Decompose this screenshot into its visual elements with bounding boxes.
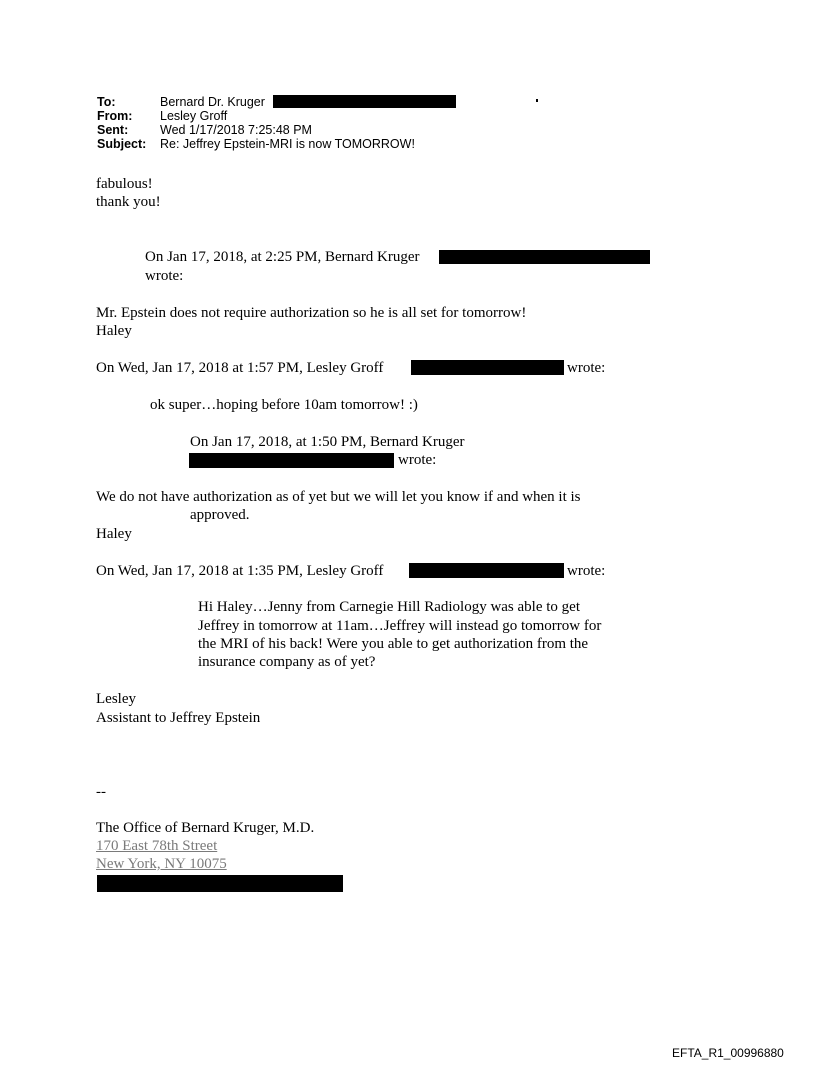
office-name: The Office of Bernard Kruger, M.D. bbox=[96, 820, 315, 836]
address-line-2-link[interactable]: New York, NY 10075 bbox=[96, 856, 227, 872]
message5-line-1: Hi Haley…Jenny from Carnegie Hill Radiology was able to get bbox=[198, 599, 580, 615]
redaction-bar bbox=[411, 360, 564, 375]
quote3-attribution: On Jan 17, 2018, at 1:50 PM, Bernard Kruger bbox=[190, 434, 465, 450]
to-value: Bernard Dr. Kruger bbox=[160, 95, 265, 109]
redaction-bar bbox=[97, 875, 343, 892]
redaction-bar bbox=[189, 453, 394, 468]
to-label: To: bbox=[97, 95, 116, 109]
message5-line-2: Jeffrey in tomorrow at 11am…Jeffrey will instead go tomorrow for bbox=[198, 618, 602, 634]
quote1-attribution: On Jan 17, 2018, at 2:25 PM, Bernard Kruger bbox=[145, 249, 420, 265]
from-label: From: bbox=[97, 109, 133, 123]
message2-line-1: Mr. Epstein does not require authorization so he is all set for tomorrow! bbox=[96, 305, 527, 321]
redaction-mark bbox=[536, 99, 538, 102]
document-id: EFTA_R1_00996880 bbox=[672, 1046, 784, 1060]
address-line-1-link[interactable]: 170 East 78th Street bbox=[96, 838, 218, 854]
message3-line-1: ok super…hoping before 10am tomorrow! :) bbox=[150, 397, 418, 413]
redaction-bar bbox=[439, 250, 650, 264]
message4-signature: Haley bbox=[96, 526, 132, 542]
quote2-attribution: On Wed, Jan 17, 2018 at 1:57 PM, Lesley Groff bbox=[96, 360, 384, 376]
message4-line-1: We do not have authorization as of yet but we will let you know if and when it is bbox=[96, 489, 581, 505]
message5-line-4: insurance company as of yet? bbox=[198, 654, 376, 670]
redaction-bar bbox=[409, 563, 564, 578]
reply-line-2: thank you! bbox=[96, 194, 161, 210]
sent-label: Sent: bbox=[97, 123, 129, 137]
sender-name: Lesley bbox=[96, 691, 136, 707]
quote1-attribution-wrote: wrote: bbox=[145, 268, 184, 284]
reply-line-1: fabulous! bbox=[96, 176, 153, 192]
message5-line-3: the MRI of his back! Were you able to get authorization from the bbox=[198, 636, 589, 652]
quote4-attribution: On Wed, Jan 17, 2018 at 1:35 PM, Lesley Groff bbox=[96, 563, 384, 579]
subject-label: Subject: bbox=[97, 137, 147, 151]
subject-value: Re: Jeffrey Epstein-MRI is now TOMORROW! bbox=[160, 137, 415, 151]
quote4-attribution-wrote: wrote: bbox=[567, 563, 606, 579]
sent-value: Wed 1/17/2018 7:25:48 PM bbox=[160, 123, 312, 137]
quote3-attribution-wrote: wrote: bbox=[398, 452, 437, 468]
from-value: Lesley Groff bbox=[160, 109, 228, 123]
message2-signature: Haley bbox=[96, 323, 132, 339]
message4-line-2: approved. bbox=[190, 507, 250, 523]
sender-title: Assistant to Jeffrey Epstein bbox=[96, 710, 261, 726]
signature-separator: -- bbox=[96, 784, 106, 800]
quote2-attribution-wrote: wrote: bbox=[567, 360, 606, 376]
redaction-bar bbox=[273, 95, 456, 108]
